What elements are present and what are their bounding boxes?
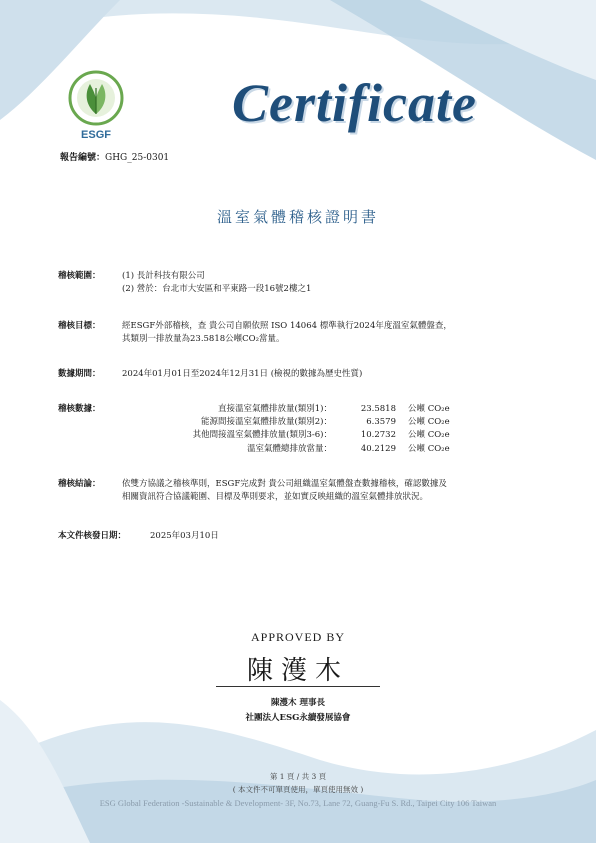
conclusion-line-2: 相關資訊符合協議範圍、目標及準則要求，並如實反映組織的溫室氣體排放狀況。 <box>122 492 429 502</box>
emission-unit: 公噸 CO₂e <box>408 444 450 454</box>
report-number-label: 報告編號： <box>60 153 106 163</box>
organization-name: 社團法人ESG永續發展協會 <box>245 713 351 723</box>
esgf-logo <box>64 70 128 142</box>
scope-label: 稽核範圍： <box>58 271 101 281</box>
certificate-title: Certificate <box>232 73 477 133</box>
objective-line-1: 經ESGF外部稽核，查 貴公司自願依照 ISO 14064 標準執行2024年度溫室氣體盤查， <box>122 321 452 331</box>
emission-value: 6.3579 <box>366 417 396 427</box>
scope-section <box>58 270 548 298</box>
emission-row <box>122 429 462 442</box>
approved-by: APPROVED BY <box>250 630 345 644</box>
emission-name: 其他間接溫室氣體排放量(類別3-6)： <box>192 430 332 440</box>
document-title: 溫室氣體稽核證明書 <box>216 208 379 226</box>
signature: 陳濩木 <box>246 656 349 686</box>
report-number-value: GHG_25-0301 <box>105 153 170 163</box>
conclusion-label: 稽核結論： <box>58 479 101 489</box>
emission-total-name: 溫室氣體總排放當量： <box>246 444 332 454</box>
signer-name: 陳濩木 理事長 <box>271 698 325 708</box>
objective-label: 稽核目標： <box>58 321 101 331</box>
emission-value: 23.5818 <box>360 404 396 414</box>
period-label: 數據期間： <box>58 369 101 379</box>
conclusion-line-1: 依雙方協議之稽核準則，ESGF完成對 貴公司組織溫室氣體盤查數據稽核，確認數據及 <box>122 479 447 489</box>
emission-row <box>122 416 462 429</box>
emission-unit: 公噸 CO₂e <box>408 417 450 427</box>
period-text: 2024年01月01日至2024年12月31日 (檢視的數據為歷史性質) <box>122 369 363 379</box>
objective-line-2: 其類別一排放量為23.5818公噸CO₂當量。 <box>122 334 285 344</box>
period-section <box>58 368 548 382</box>
issue-date-value: 2025年03月10日 <box>150 531 219 541</box>
issue-date-label: 本文件核發日期： <box>58 531 127 541</box>
logo-text: ESGF <box>81 129 111 141</box>
emission-unit: 公噸 CO₂e <box>408 404 450 414</box>
emission-total-row <box>122 443 462 456</box>
data-section <box>58 403 548 459</box>
conclusion-section <box>58 478 548 506</box>
data-label: 稽核數據： <box>58 404 101 414</box>
scope-line-1: (1) 長計科技有限公司 <box>122 271 205 281</box>
emission-unit: 公噸 CO₂e <box>408 430 450 440</box>
emission-row <box>122 403 462 416</box>
usage-note: ( 本文件不可單頁使用，單頁使用無效 ) <box>232 785 364 794</box>
emission-total-value: 40.2129 <box>360 444 396 454</box>
objective-section <box>58 320 548 348</box>
issue-date-section <box>58 530 358 544</box>
emission-name: 直接溫室氣體排放量(類別1)： <box>217 404 332 414</box>
footer-address: ESG Global Federation -Sustainable & Development- 3F, No.73, Lane 72, Guang-Fu S. Rd., Taipei City 106 Taiwan <box>99 798 497 808</box>
signature-line <box>216 686 380 687</box>
emission-value: 10.2732 <box>360 430 396 440</box>
page-number: 第 1 頁 / 共 3 頁 <box>269 772 327 781</box>
emission-name: 能源間接溫室氣體排放量(類別2)： <box>200 417 332 427</box>
report-number <box>60 150 169 163</box>
scope-line-2: (2) 營於：台北市大安區和平東路一段16號2樓之1 <box>122 284 312 294</box>
